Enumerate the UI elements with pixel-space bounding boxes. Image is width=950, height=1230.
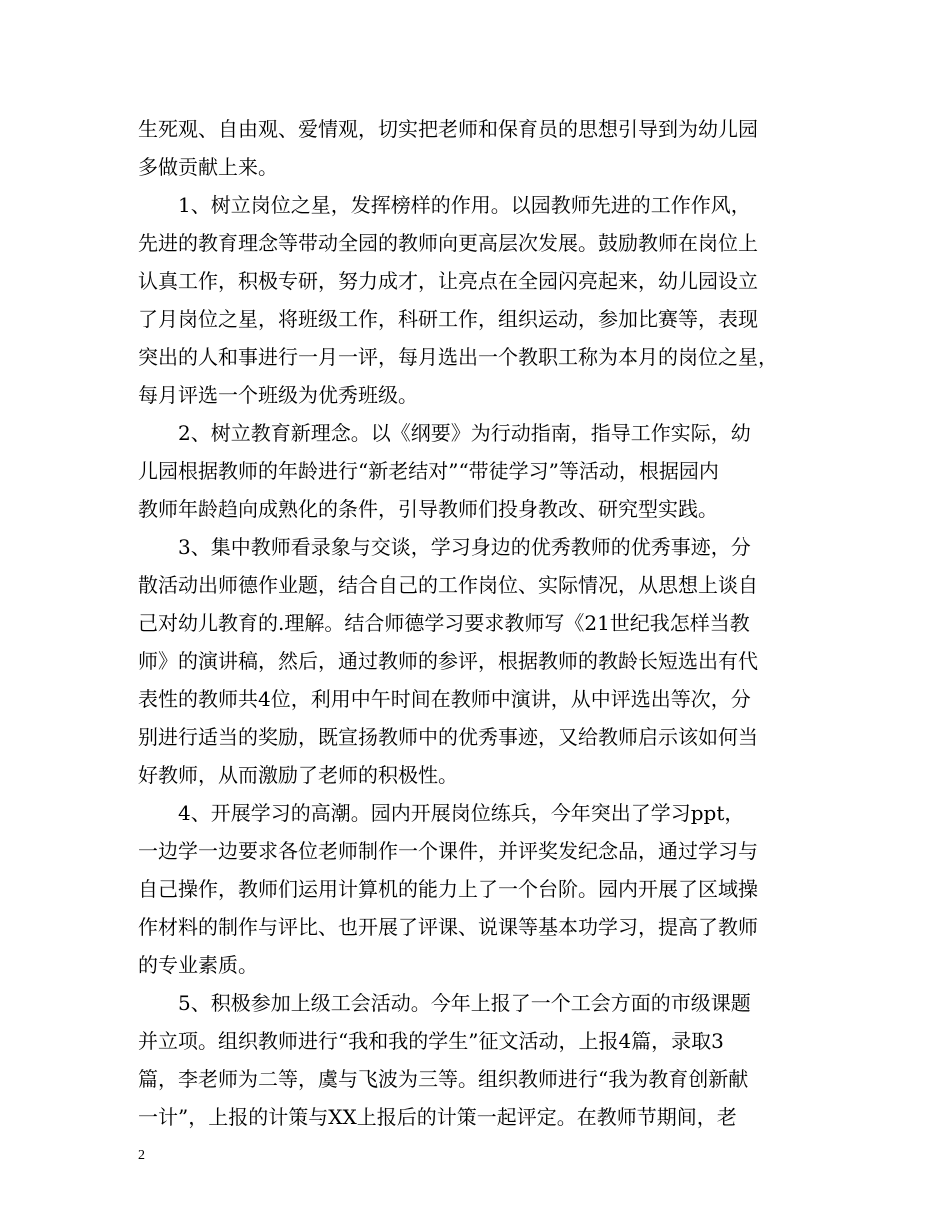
text-line: 教师年龄趋向成熟化的条件，引导教师们投身教改、研究型实践。 (138, 497, 718, 521)
text-line: 认真工作，积极专研，努力成才，让亮点在全园闪亮起来，幼儿园设立 (138, 269, 758, 293)
paragraph-4-start: 4、开展学习的高潮。园内开展岗位练兵，今年突出了学习ppt， (178, 801, 745, 825)
text-line: 突出的人和事进行一月一评，每月选出一个教职工称为本月的岗位之星， (138, 345, 778, 369)
text-line: 好教师，从而激励了老师的积极性。 (138, 763, 458, 787)
text-line: 的专业素质。 (138, 953, 258, 977)
paragraph-5-start: 5、积极参加上级工会活动。今年上报了一个工会方面的市级课题 (178, 991, 751, 1015)
text-line: 作材料的制作与评比、也开展了评课、说课等基本功学习，提高了教师 (138, 915, 758, 939)
paragraph-3-start: 3、集中教师看录象与交谈，学习身边的优秀教师的优秀事迹，分 (178, 535, 751, 559)
text-line: 一边学一边要求各位老师制作一个课件，并评奖发纪念品，通过学习与 (138, 839, 758, 863)
text-line: 一计”，上报的计策与XX上报后的计策一起评定。在教师节期间，老 (138, 1105, 737, 1129)
text-line: 每月评选一个班级为优秀班级。 (138, 383, 418, 407)
text-line: 了月岗位之星，将班级工作，科研工作，组织运动，参加比赛等，表现 (138, 307, 758, 331)
text-line: 生死观、自由观、爱情观，切实把老师和保育员的思想引导到为幼儿园 (138, 117, 758, 141)
text-line: 儿园根据教师的年龄进行“新老结对”“带徒学习”等活动，根据园内 (138, 459, 719, 483)
paragraph-2-start: 2、树立教育新理念。以《纲要》为行动指南，指导工作实际，幼 (178, 421, 751, 445)
page-number: 2 (138, 1148, 145, 1163)
text-line: 自己操作，教师们运用计算机的能力上了一个台阶。园内开展了区域操 (138, 877, 758, 901)
text-line: 散活动出师德作业题，结合自己的工作岗位、实际情况，从思想上谈自 (138, 573, 758, 597)
text-line: 别进行适当的奖励，既宣扬教师中的优秀事迹，又给教师启示该如何当 (138, 725, 758, 749)
body-text (138, 110, 814, 1136)
text-line: 篇，李老师为二等，虞与飞波为三等。组织教师进行“我为教育创新献 (138, 1067, 749, 1091)
text-line: 师》的演讲稿，然后，通过教师的参评，根据教师的教龄长短选出有代 (138, 649, 758, 673)
text-line: 己对幼儿教育的.理解。结合师德学习要求教师写《21世纪我怎样当教 (138, 611, 750, 635)
text-line: 并立项。组织教师进行“我和我的学生”征文活动，上报4篇，录取3 (138, 1029, 724, 1053)
text-line: 表性的教师共4位，利用中午时间在教师中演讲，从中评选出等次，分 (138, 687, 751, 711)
text-line: 先进的教育理念等带动全园的教师向更高层次发展。鼓励教师在岗位上 (138, 231, 758, 255)
paragraph-1-start: 1、树立岗位之星，发挥榜样的作用。以园教师先进的工作作风， (178, 193, 751, 217)
text-line: 多做贡献上来。 (138, 155, 278, 179)
